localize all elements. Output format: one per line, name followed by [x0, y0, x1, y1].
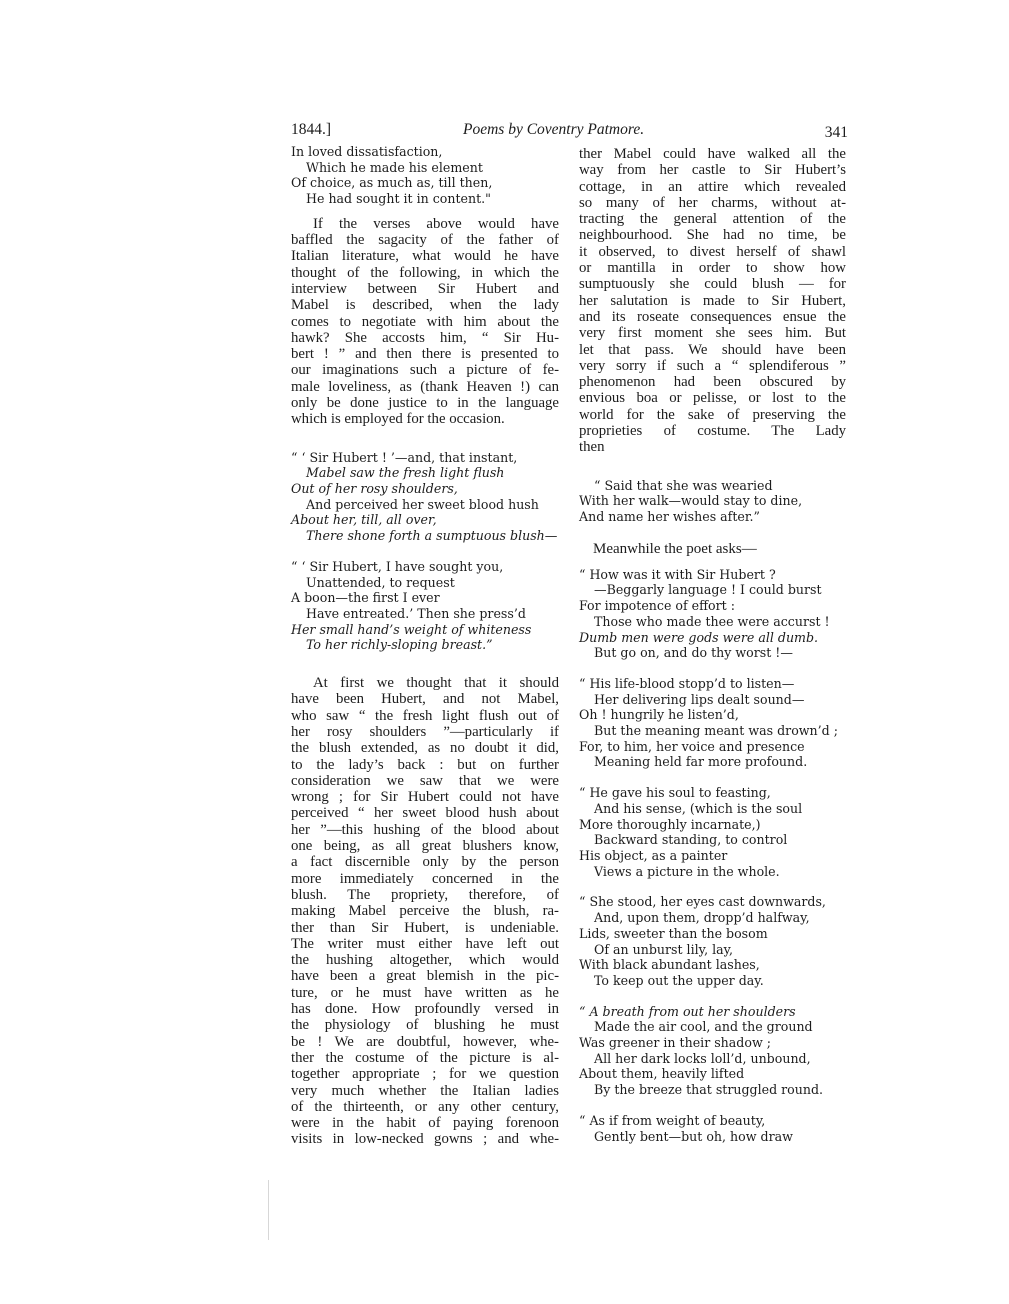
text-line: thought of the following, in which the	[291, 264, 559, 281]
text-line: very much whether the Italian ladies	[291, 1082, 559, 1099]
paragraph	[291, 216, 559, 428]
text-line: male loveliness, as (thank Heaven !) can	[291, 378, 559, 395]
verse-line: And his sense, (which is the soul	[594, 800, 803, 816]
stanza	[579, 1113, 846, 1144]
text-line: of the thirteenth, or any other century,	[291, 1098, 559, 1115]
text-line: ther the costume of the picture is al-	[291, 1049, 559, 1066]
left-column	[291, 144, 559, 1148]
text-line: visits in low-necked gowns ; and whe-	[291, 1131, 559, 1148]
text-line: The writer must either have left out	[291, 935, 559, 952]
text-line: her salutation is made to Sir Hubert,	[579, 292, 846, 309]
verse-line: Lids, sweeter than the bosom	[579, 925, 768, 941]
text-line: envious boa or pelisse, or lost to the	[579, 390, 846, 407]
verse-line: With her walk—would stay to dine,	[579, 493, 803, 509]
text-line: way from her castle to Sir Hubert’s	[579, 162, 846, 179]
verse-line: Her delivering lips dealt sound—	[594, 691, 805, 707]
binding-mark	[268, 1180, 269, 1240]
verse-line: Of choice, as much as, till then,	[291, 175, 493, 191]
text-line: blush. The propriety, therefore, of	[291, 886, 559, 903]
stanza	[579, 785, 846, 879]
text-line: very first moment she sees him. But	[579, 325, 846, 342]
text-line: bert ! ” and then there is presented to	[291, 346, 559, 363]
text-line: Mabel is described, when the lady	[291, 297, 559, 314]
verse-line: Out of her rosy shoulders,	[291, 481, 458, 497]
verse-line: About them, heavily lifted	[579, 1066, 745, 1082]
verse-line: Gently bent—but oh, how draw	[594, 1128, 793, 1144]
text-line: together appropriate ; for we question	[291, 1066, 559, 1083]
text-line: ther than Sir Hubert, is undeniable.	[291, 919, 559, 936]
verse-line: “ His life-blood stopp’d to listen—	[579, 675, 795, 691]
verse-line: Which he made his element	[306, 159, 483, 175]
verse-line: More thoroughly incarnate,)	[579, 816, 761, 832]
text-line: ther Mabel could have walked all the	[579, 146, 846, 162]
verse-line: “ As if from weight of beauty,	[579, 1112, 766, 1128]
text-line: it observed, to divest herself of shawl	[579, 243, 846, 260]
verse-line: “ How was it with Sir Hubert ?	[579, 566, 776, 582]
stanza	[579, 894, 846, 988]
right-column	[579, 146, 846, 1144]
text-line: phenomenon had been obscured by	[579, 374, 846, 391]
verse-line: And, upon them, dropp’d halfway,	[594, 910, 810, 926]
verse-line: But the meaning meant was drown’d ;	[594, 723, 838, 739]
verse-line: Of an unburst lily, lay,	[594, 941, 734, 957]
verse-line: There shone forth a sumptuous blush—	[306, 528, 558, 544]
text-line: and its roseate consequences ensue the	[579, 308, 846, 325]
verse-line: For impotence of effort :	[579, 598, 735, 614]
text-line: comes to negotiate with him about the	[291, 313, 559, 330]
verse-line: His object, as a painter	[579, 848, 728, 863]
text-line: the physiology of blushing he must	[291, 1017, 559, 1034]
verse-line: For, to him, her voice and presence	[579, 738, 805, 754]
verse-line: Oh ! hungrily he listen’d,	[579, 707, 739, 723]
verse-line: Mabel saw the fresh light flush	[306, 465, 505, 481]
stanza	[291, 450, 559, 544]
text-line: a fact discernible only by the person	[291, 854, 559, 871]
text-line: let that pass. We should have been	[579, 341, 846, 358]
text-line: perceived “ her sweet blood hush about	[291, 805, 559, 822]
stanza	[579, 478, 846, 525]
verse-line: But go on, and do thy worst !—	[594, 645, 793, 661]
text-line: wrong ; for Sir Hubert could not have	[291, 789, 559, 806]
verse-line: Unattended, to request	[306, 574, 455, 590]
verse-line: “ ‘ Sir Hubert, I have sought you,	[291, 558, 504, 574]
meanwhile-line: Meanwhile the poet asks—	[593, 540, 757, 557]
verse-line: And perceived her sweet blood hush	[306, 496, 539, 512]
verse-line: A boon—the first I ever	[291, 590, 440, 606]
verse-line: With black abundant lashes,	[579, 957, 760, 973]
text-line: our imaginations such a picture of fe-	[291, 362, 559, 379]
verse-line: “ She stood, her eyes cast downwards,	[579, 894, 826, 910]
text-line: who saw “ the fresh light flush out of	[291, 707, 559, 724]
text-line: hawk? She accosts him, “ Sir Hu-	[291, 329, 559, 346]
verse-line: Dumb men were gods were all dumb.	[579, 629, 819, 645]
verse-line: “ Said that she was wearied	[594, 477, 773, 493]
verse-line: And name her wishes after.”	[579, 509, 760, 525]
verse-line: By the breeze that struggled round.	[594, 1082, 824, 1098]
text-line: one being, as all great blushers know,	[291, 838, 559, 855]
verse-line: Have entreated.’ Then she press’d	[306, 606, 526, 621]
stanza	[579, 1004, 846, 1098]
text-line: sumptuously she could blush — for	[579, 276, 846, 293]
verse-line: “ A breath from out her shoulders	[579, 1003, 796, 1019]
stanza	[291, 559, 559, 653]
paragraph	[291, 675, 559, 1148]
verse-line: Made the air cool, and the ground	[594, 1019, 813, 1035]
text-line: then	[579, 439, 605, 456]
verse-line: “ ‘ Sir Hubert ! ’—and, that instant,	[291, 449, 518, 465]
verse-line: —Beggarly language ! I could burst	[594, 582, 822, 598]
verse-line: Meaning held far more profound.	[594, 754, 808, 770]
stanza	[579, 676, 846, 770]
verse-top	[291, 144, 559, 207]
text-line: her rosy shoulders ”—particularly if	[291, 724, 559, 740]
text-line: consideration we saw that we were	[291, 772, 559, 789]
header-year: 1844.]	[291, 121, 332, 138]
running-header	[291, 118, 848, 142]
verse-line: He had sought it in content."	[306, 191, 491, 207]
text-line: making Mabel perceive the blush, ra-	[291, 903, 559, 920]
stanza	[579, 567, 846, 661]
text-line: have been a great blemish in the pic-	[291, 968, 559, 985]
verse-line: Those who made thee were accurst !	[594, 613, 830, 629]
text-line: be ! We are doubtful, however, whe-	[291, 1033, 559, 1050]
text-line: the blush extended, as no doubt it did,	[291, 740, 559, 757]
verse-line: To her richly-sloping breast.”	[306, 637, 493, 653]
verse-line: Was greener in their shadow ;	[579, 1035, 771, 1051]
running-title: Poems by Coventry Patmore.	[463, 121, 645, 138]
text-line: very sorry if such a “ splendiferous ”	[579, 357, 846, 374]
verse-line: In loved dissatisfaction,	[291, 144, 443, 159]
text-line: more immediately concerned in the	[291, 870, 559, 887]
text-line: so many of her charms, without at-	[579, 194, 846, 211]
verse-line: To keep out the upper day.	[594, 972, 764, 988]
text-line: tracting the general attention of the	[579, 211, 846, 228]
verse-line: Backward standing, to control	[594, 832, 788, 848]
text-line: which is employed for the occasion.	[291, 411, 505, 428]
text-line: neighbourhood. She had no time, be	[579, 227, 846, 244]
verse-line: “ He gave his soul to feasting,	[579, 785, 771, 801]
text-line: her ”—this hushing of the blood about	[291, 821, 559, 838]
text-line: interview between Sir Hubert and	[291, 281, 559, 297]
paragraph	[579, 146, 846, 456]
text-line: baffled the sagacity of the father of	[291, 232, 559, 249]
text-line: or mantilla in order to show how	[579, 260, 846, 277]
verse-line: Views a picture in the whole.	[594, 863, 780, 879]
text-line: If the verses above would have	[313, 215, 559, 232]
text-line: were in the habit of paying forenoon	[291, 1115, 559, 1132]
page-number: 341	[824, 124, 848, 141]
text-line: the hushing altogether, which would	[291, 952, 559, 969]
text-line: proprieties of costume. The Lady	[579, 423, 846, 440]
verse-line: About her, till, all over,	[291, 512, 437, 528]
verse-line: Her small hand’s weight of whiteness	[291, 621, 532, 637]
text-line: world for the sake of preserving the	[579, 406, 846, 423]
text-line: ture, or he must have written as he	[291, 984, 559, 1001]
text-line: Italian literature, what would he have	[291, 248, 559, 265]
verse-line: All her dark locks loll’d, unbound,	[594, 1050, 811, 1066]
text-line: only be done justice to in the language	[291, 395, 559, 412]
text-line: At first we thought that it should	[313, 675, 559, 692]
text-line: have been Hubert, and not Mabel,	[291, 691, 559, 708]
text-line: cottage, in an attire which revealed	[579, 178, 846, 195]
text-line: has done. How profoundly versed in	[291, 1001, 559, 1018]
text-line: to the lady’s back : but on further	[291, 756, 559, 773]
